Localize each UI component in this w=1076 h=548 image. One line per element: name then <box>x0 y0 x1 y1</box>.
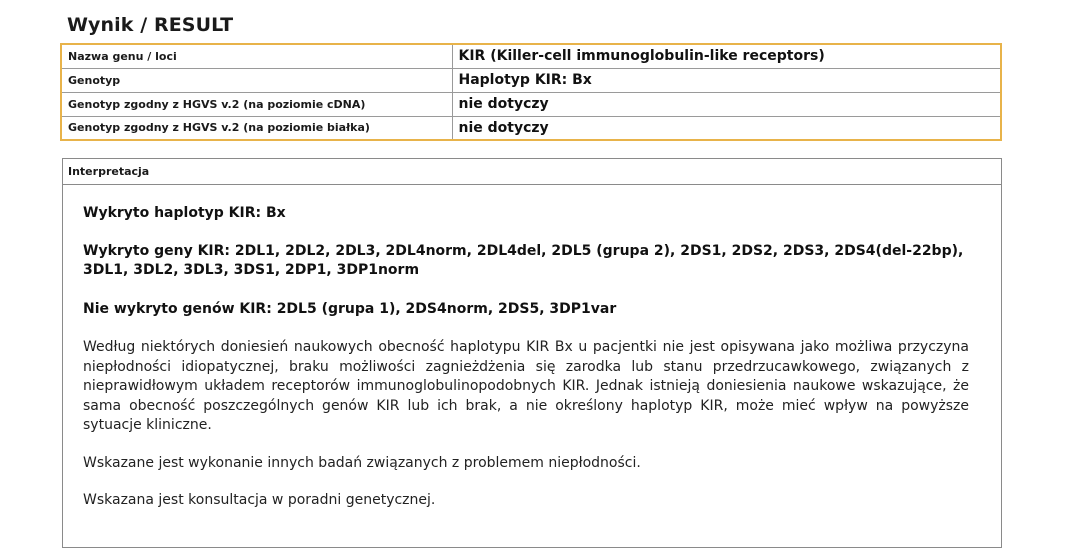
gene-name-value: KIR (Killer-cell immunoglobulin-like receptors) <box>452 44 1001 68</box>
gene-name-label: Nazwa genu / loci <box>61 44 452 68</box>
result-table <box>60 43 1002 141</box>
hgvs-cdna-value: nie dotyczy <box>452 92 1001 116</box>
recommendation-consultation: Wskazana jest konsultacja w poradni genetycznej. <box>83 492 436 508</box>
hgvs-protein-value: nie dotyczy <box>458 119 549 136</box>
hgvs-protein-label: Genotyp zgodny z HGVS v.2 (na poziomie białka) <box>61 116 452 140</box>
page-title: Wynik / RESULT <box>67 14 234 36</box>
genotype-value: Haplotyp KIR: Bx <box>452 68 1001 92</box>
table-row <box>61 68 1001 92</box>
table-row <box>61 44 1001 68</box>
interpretation-section <box>62 158 1002 548</box>
recommendation-tests: Wskazane jest wykonanie innych badań związanych z problemem niepłodności. <box>83 454 641 471</box>
hgvs-cdna-label: Genotyp zgodny z HGVS v.2 (na poziomie cDNA) <box>61 92 452 116</box>
not-detected-genes: Nie wykryto genów KIR: 2DL5 (grupa 1), 2DS4norm, 2DS5, 3DP1var <box>83 301 617 317</box>
genotype-label: Genotyp <box>61 68 452 92</box>
detected-haplotype: Wykryto haplotyp KIR: Bx <box>83 205 286 221</box>
table-row <box>61 92 1001 116</box>
table-row <box>61 116 1001 140</box>
interpretation-body <box>83 204 969 511</box>
interpretation-paragraph: Według niektórych doniesień naukowych obecność haplotypu KIR Bx u pacjentki nie jest opisywana jako możliwa przyczyna niepłodności idiopatycznej, braku możliwości zagnieżdżenia się zarodka lub stanu przedrzucawkowego, związanych z nieprawidłowym układem receptorów immunoglobulinopodobnych KIR. Jednak istnieją doniesienia naukowe wskazujące, że sama obecność poszczególnych genów KIR lub ich brak, a nie określony haplotyp KIR, może mieć wpływ na powyższe sytuacje kliniczne. <box>83 339 969 433</box>
interpretation-header: Interpretacja <box>63 159 1001 185</box>
detected-genes: Wykryto geny KIR: 2DL1, 2DL2, 2DL3, 2DL4norm, 2DL4del, 2DL5 (grupa 2), 2DS1, 2DS2, 2DS3, 2DS4(del-22bp), 3DL1, 3DL2, 3DL3, 3DS1, 2DP1, 3DP1norm <box>83 243 964 278</box>
